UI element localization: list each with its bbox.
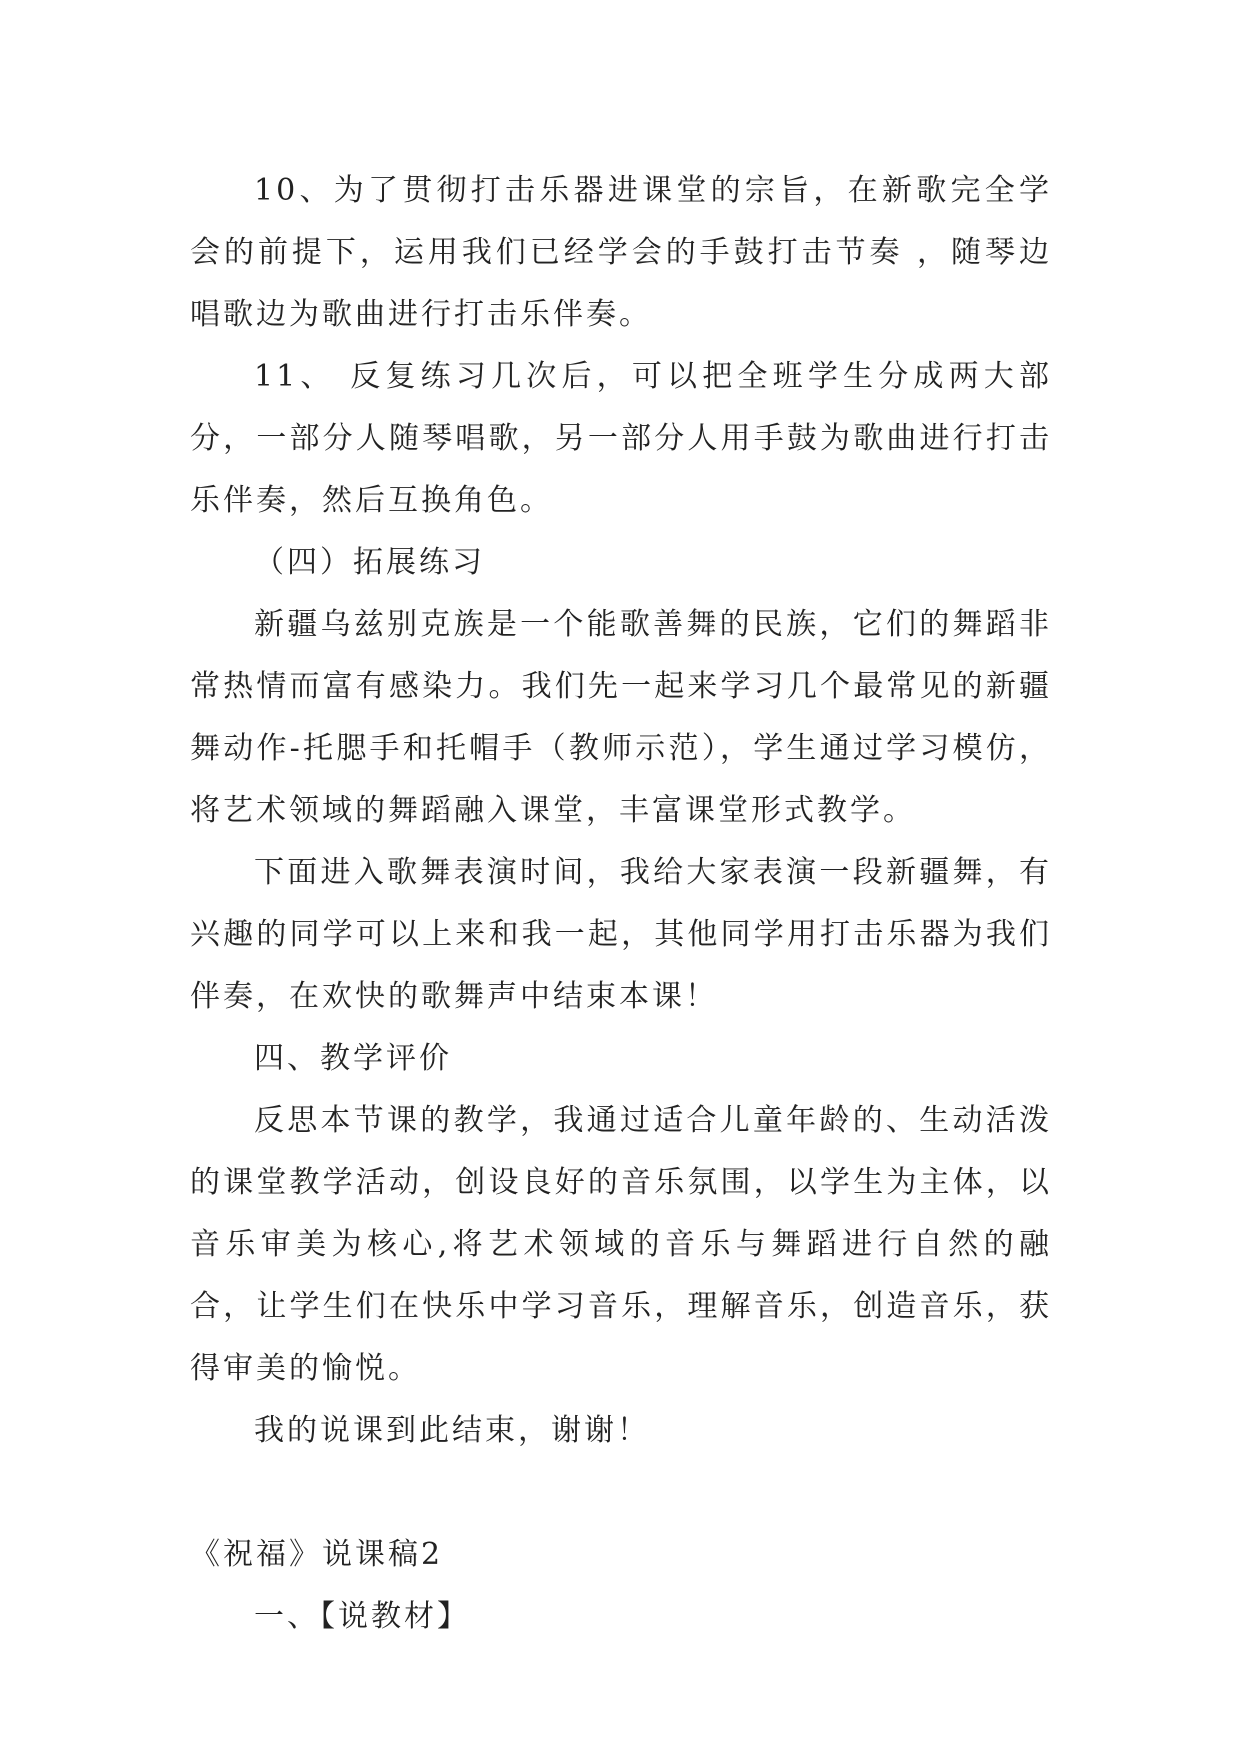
paragraph-xinjiang-dance: 新疆乌兹别克族是一个能歌善舞的民族，它们的舞蹈非常热情而富有感染力。我们先一起来学习几个最常见的新疆舞动作-托腮手和托帽手（教师示范），学生通过学习模仿，将艺术领域的舞蹈融入课堂，丰富课堂形式教学。 [190, 607, 1052, 828]
paragraph-performance: 下面进入歌舞表演时间，我给大家表演一段新疆舞，有兴趣的同学可以上来和我一起，其他同学用打击乐器为我们伴奏，在欢快的歌舞声中结束本课！ [190, 855, 1052, 1014]
paragraph-step-11: 11、 反复练习几次后，可以把全班学生分成两大部分，一部分人随琴唱歌，另一部分人用手鼓为歌曲进行打击乐伴奏，然后互换角色。 [190, 359, 1052, 518]
paragraph-step-10: 10、为了贯彻打击乐器进课堂的宗旨，在新歌完全学会的前提下，运用我们已经学会的手鼓打击节奏 ，随琴边唱歌边为歌曲进行打击乐伴奏。 [190, 173, 1052, 332]
section-spacer [190, 1462, 1052, 1524]
paragraph-closing: 我的说课到此结束，谢谢！ [254, 1413, 650, 1448]
heading-extension-practice: （四）拓展练习 [254, 545, 485, 580]
paragraph-reflection: 反思本节课的教学，我通过适合儿童年龄的、生动活泼的课堂教学活动，创设良好的音乐氛围，以学生为主体，以音乐审美为核心,将艺术领域的音乐与舞蹈进行自然的融合，让学生们在快乐中学习音乐，理解音乐，创造音乐，获得审美的愉悦。 [190, 1103, 1052, 1386]
section-2-title: 《祝福》说课稿2 [190, 1537, 444, 1572]
document-body [190, 160, 1052, 1648]
heading-textbook: 一、【说教材】 [254, 1599, 470, 1634]
heading-teaching-evaluation: 四、教学评价 [254, 1041, 452, 1076]
